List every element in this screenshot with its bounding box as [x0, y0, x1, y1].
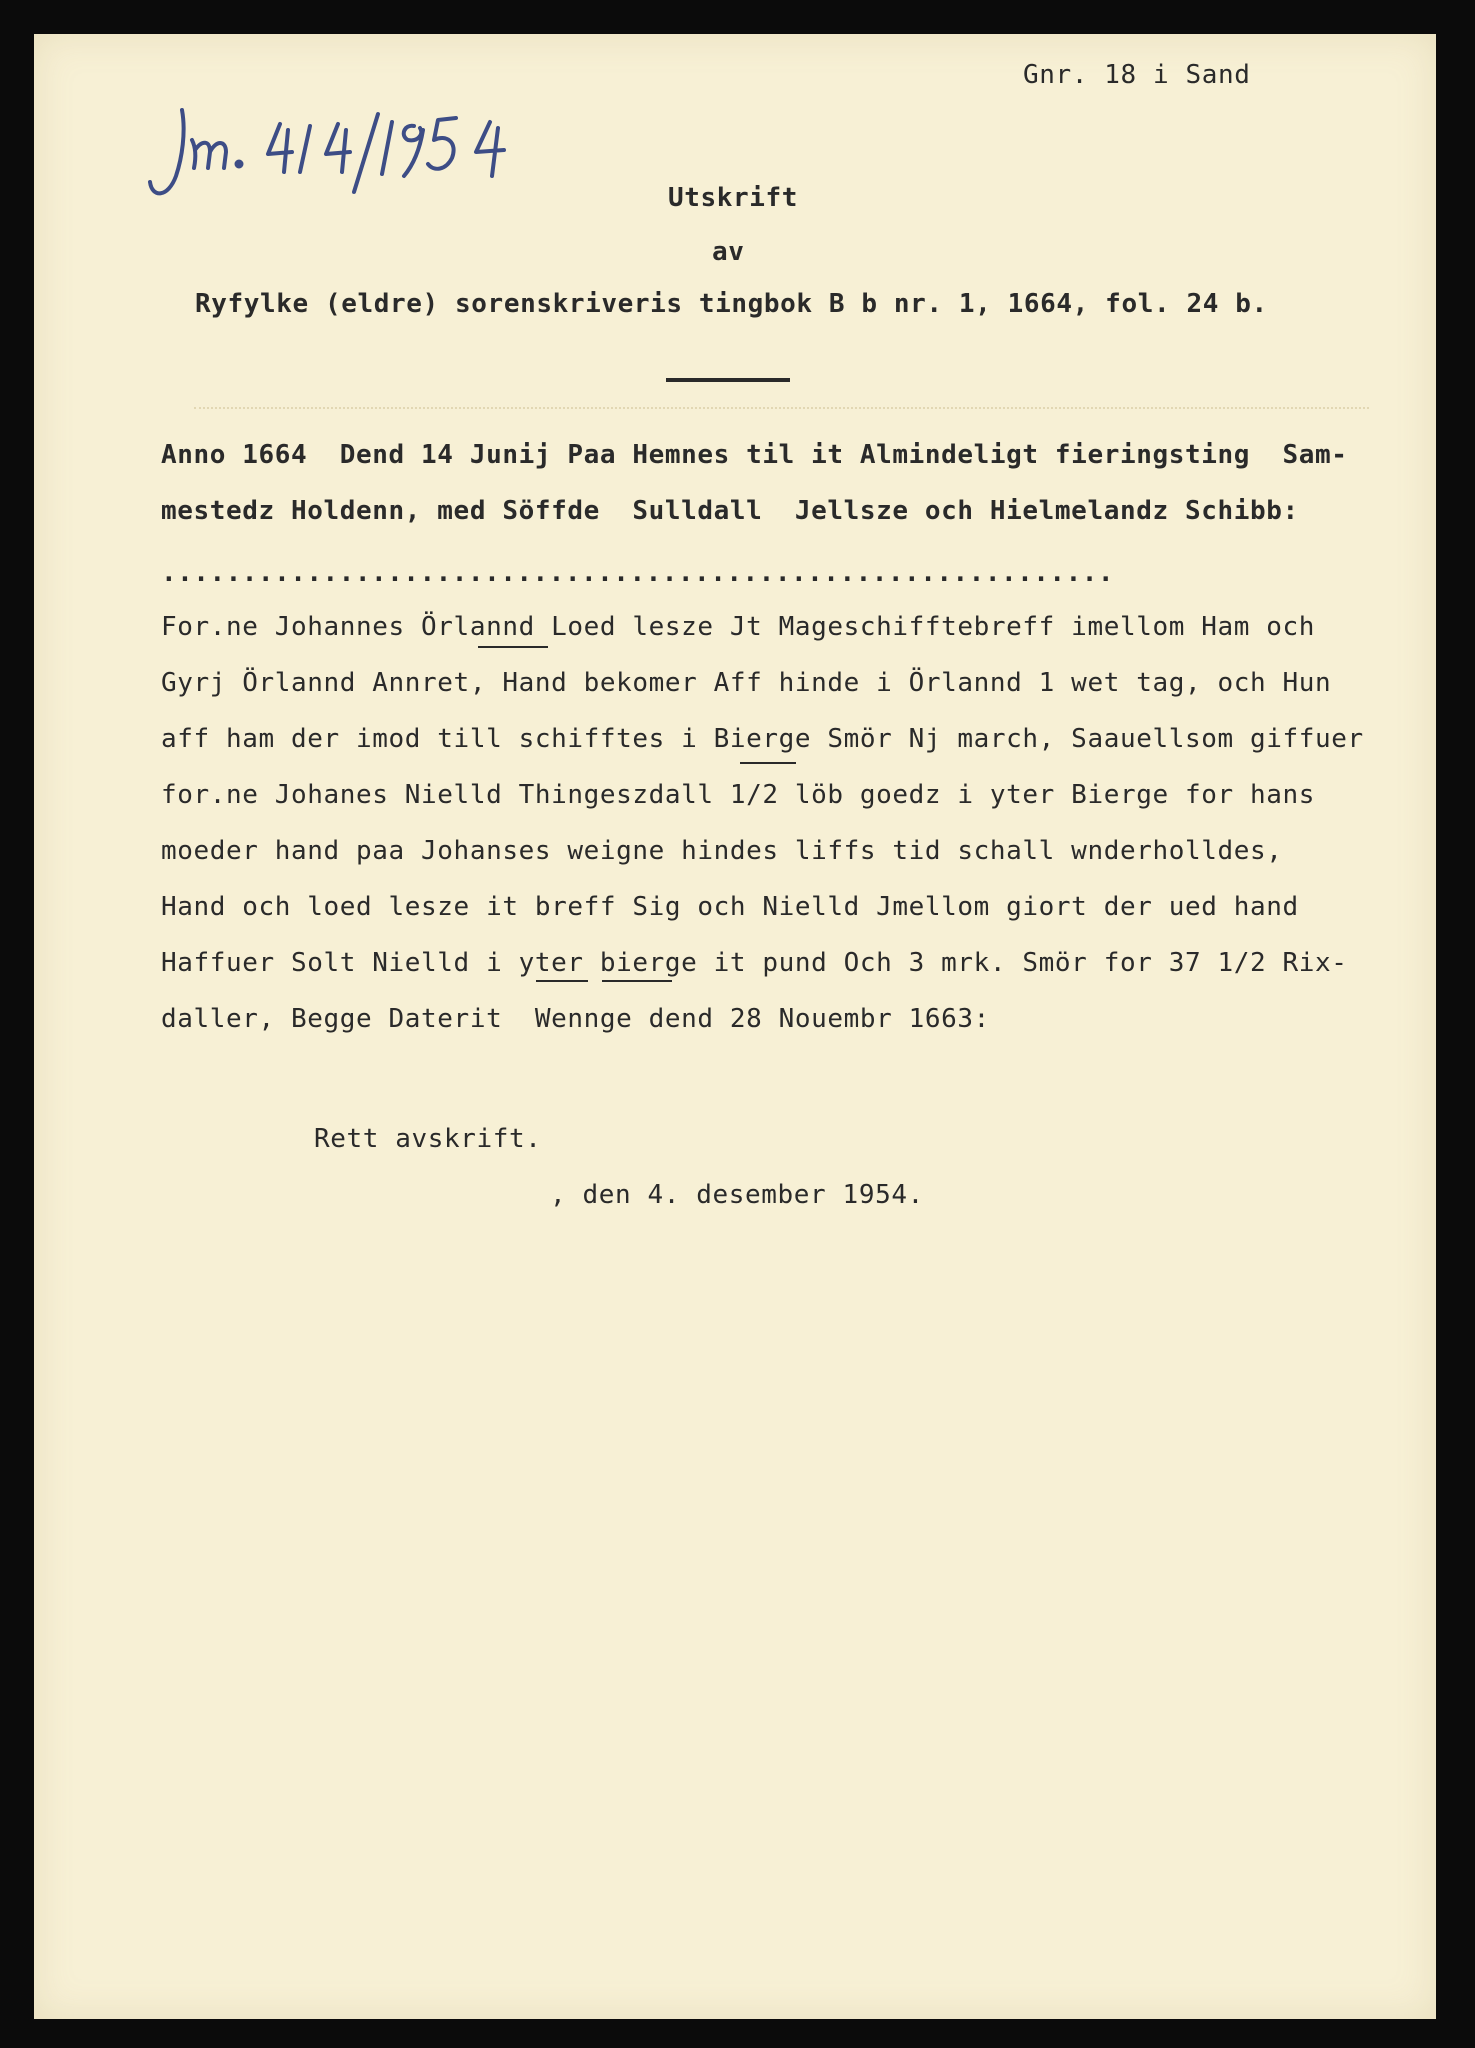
title-av: av: [712, 237, 745, 267]
title-source: Ryfylke (eldre) sorenskriveris tingbok B b nr. 1, 1664, fol. 24 b.: [195, 289, 1268, 319]
underline-yter: [536, 980, 588, 982]
underline-orlannd: [478, 646, 548, 648]
underline-bierge: [740, 762, 796, 764]
body-line-7: Haffuer Solt Nielld i yter bierge it pund Och 3 mrk. Smör for 37 1/2 Rix-: [161, 948, 1348, 978]
intro-line-1: Anno 1664 Dend 14 Junij Paa Hemnes til it Almindeligt fieringsting Sam-: [161, 440, 1348, 470]
faint-dotted-rule: [194, 407, 1369, 409]
body-line-6: Hand och loed lesze it breff Sig och Nielld Jmellom giort der ued hand: [161, 892, 1299, 922]
closing-date: , den 4. desember 1954.: [550, 1180, 924, 1210]
underline-bierge-2: [602, 980, 672, 982]
body-line-5: moeder hand paa Johanses weigne hindes liffs tid schall wnderholldes,: [161, 836, 1283, 866]
title-utskrift: Utskrift: [668, 183, 799, 213]
title-underline-rule: [666, 378, 790, 382]
body-line-1: For.ne Johannes Örlannd Loed lesze Jt Mageschifftebreff imellom Ham och: [161, 612, 1315, 642]
dotted-separator: ...........................................................: [161, 558, 1115, 588]
reference-label: Gnr. 18 i Sand: [1023, 60, 1251, 90]
body-line-2: Gyrj Örlannd Annret, Hand bekomer Aff hinde i Örlannd 1 wet tag, och Hun: [161, 668, 1332, 698]
body-line-8: daller, Begge Daterit Wennge dend 28 Nouembr 1663:: [161, 1004, 990, 1034]
body-line-4: for.ne Johanes Nielld Thingeszdall 1/2 löb goedz i yter Bierge for hans: [161, 780, 1315, 810]
closing-rett-avskrift: Rett avskrift.: [314, 1124, 542, 1154]
intro-line-2: mestedz Holdenn, med Söffde Sulldall Jellsze och Hielmelandz Schibb:: [161, 496, 1299, 526]
document-page: [34, 34, 1436, 2019]
handwritten-journal-number: [142, 92, 522, 212]
body-line-3: aff ham der imod till schifftes i Bierge Smör Nj march, Saauellsom giffuer: [161, 724, 1364, 754]
